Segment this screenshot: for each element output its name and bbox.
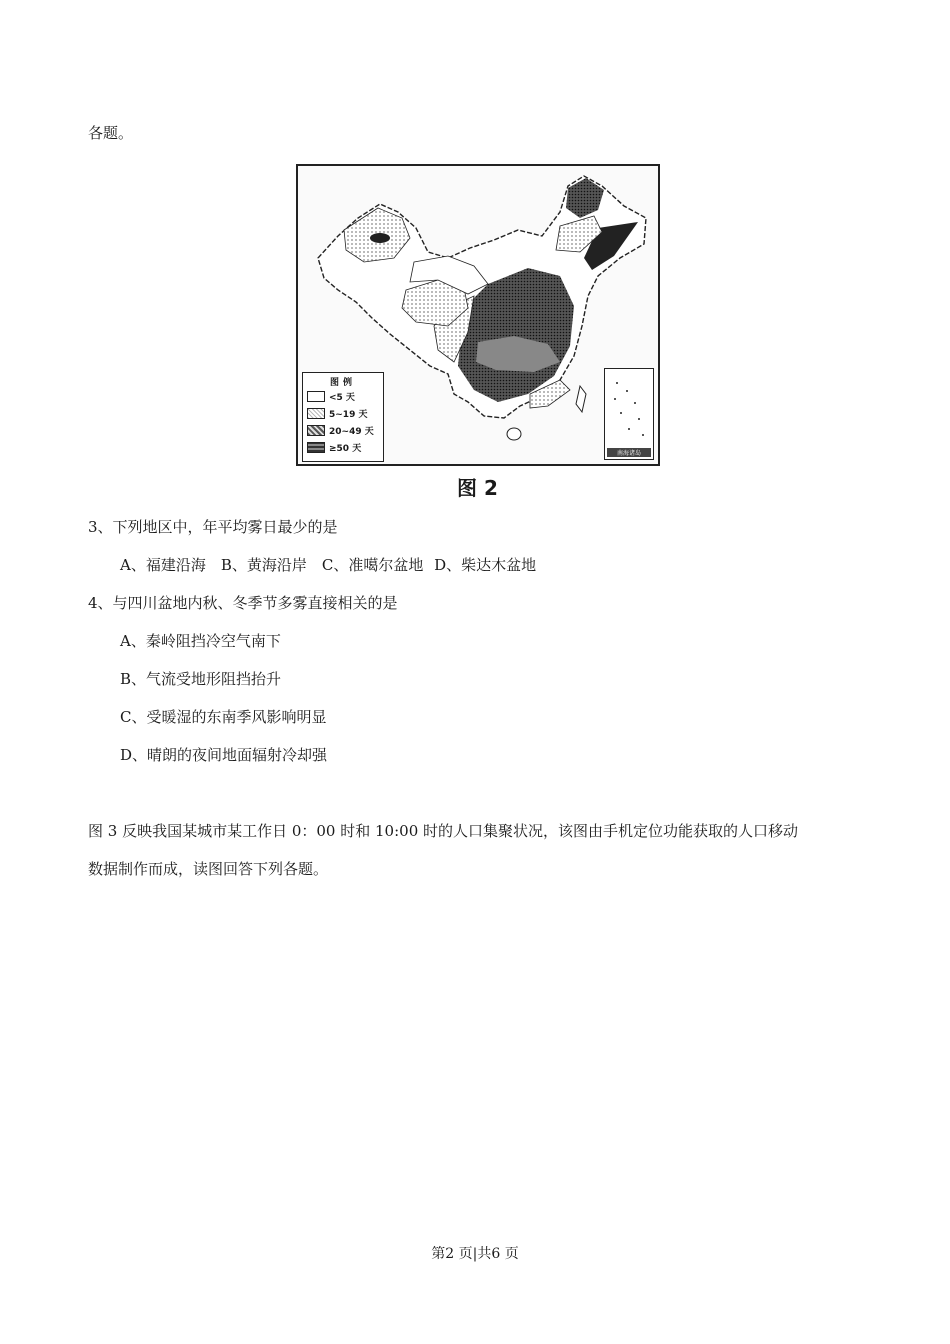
legend-label-4: ≥50 天 (329, 444, 362, 454)
page-footer: 第2 页|共6 页 (431, 1246, 519, 1262)
map-frame (296, 164, 660, 466)
legend-row-4 (303, 439, 383, 456)
south-china-sea-inset (604, 368, 654, 460)
fog-days-map-figure (290, 160, 665, 500)
inset-islands-graphic (605, 369, 653, 459)
inset-label: 南海诸岛 (607, 448, 651, 457)
legend-label-1: <5 天 (329, 393, 355, 403)
map-legend (302, 372, 384, 462)
legend-title: 图例 (329, 378, 356, 388)
legend-swatch-1 (307, 391, 325, 402)
question-4-option-b: B、气流受地形阻挡抬升 (120, 670, 282, 688)
figure-caption: 图 2 (457, 476, 498, 500)
question-3-stem: 3、下列地区中，年平均雾日最少的是 (88, 518, 338, 536)
legend-label-3: 20~49 天 (329, 427, 374, 437)
legend-row-3 (303, 422, 383, 439)
legend-label-2: 5~19 天 (329, 410, 368, 420)
legend-swatch-3 (307, 425, 325, 436)
legend-swatch-2 (307, 408, 325, 419)
question-4-option-c: C、受暖湿的东南季风影响明显 (120, 708, 327, 726)
legend-swatch-4 (307, 442, 325, 453)
intro-text: 各题。 (88, 124, 134, 142)
question-4-option-d: D、晴朗的夜间地面辐射冷却强 (120, 746, 328, 764)
tianshan-fog-patch (370, 233, 390, 243)
hainan-island (507, 428, 521, 440)
question-3-options: A、福建沿海 B、黄海沿岸 C、准噶尔盆地 D、柴达木盆地 (120, 556, 537, 574)
question-4-option-a: A、秦岭阻挡冷空气南下 (120, 632, 281, 650)
legend-row-1 (303, 388, 383, 405)
taiwan-island (576, 386, 586, 412)
legend-row-2 (303, 405, 383, 422)
question-4-stem: 4、与四川盆地内秋、冬季节多雾直接相关的是 (88, 594, 398, 612)
figure-3-intro-line-1: 图 3 反映我国某城市某工作日 0：00 时和 10:00 时的人口集聚状况，该图由手机定位功能获取的人口移动 (88, 822, 799, 840)
figure-3-intro-line-2: 数据制作而成，读图回答下列各题。 (88, 860, 329, 878)
